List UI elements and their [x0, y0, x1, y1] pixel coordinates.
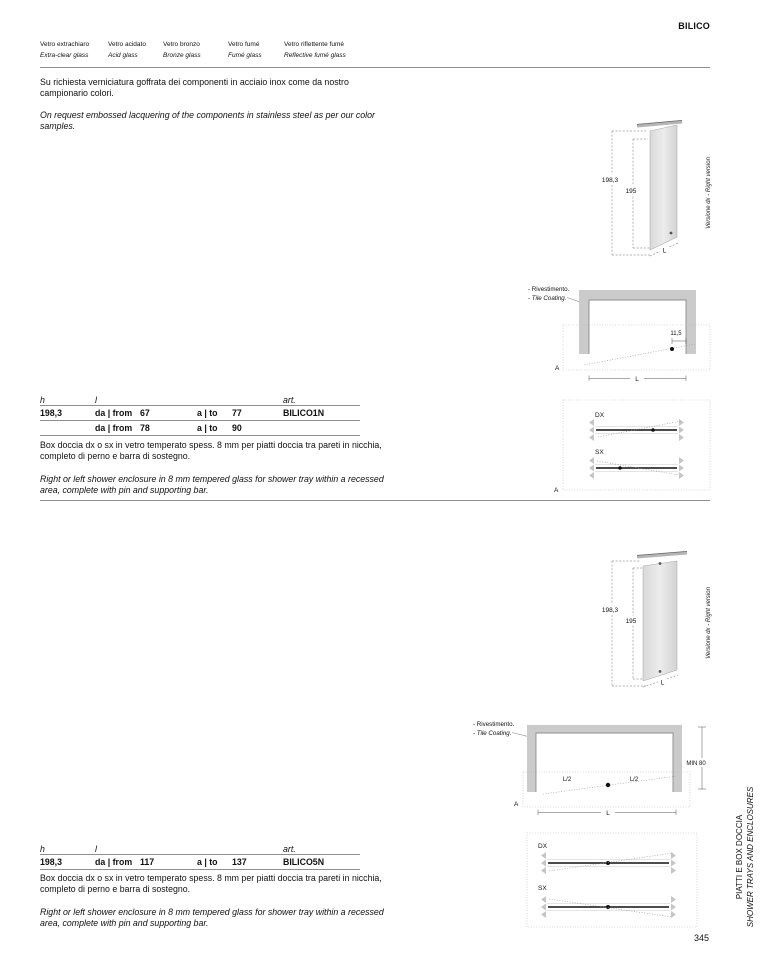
description-2-english: Right or left shower enclosure in 8 mm tempered glass for shower tray within a recessed area, complete with pin and supporting bar. — [40, 907, 384, 929]
sx-door — [541, 896, 676, 918]
coating-label-it: - Rivestimento. — [473, 721, 515, 728]
wall-profile-right — [679, 419, 684, 441]
version-label: Versione dx - Right version — [706, 157, 712, 229]
cell-to-label: a | to — [197, 856, 218, 867]
cell-to-label: a | to — [197, 422, 218, 433]
pivot-point — [606, 861, 610, 865]
table-header — [40, 842, 360, 855]
dx-door — [589, 419, 684, 441]
swing-line — [598, 421, 681, 437]
pivot-point — [606, 783, 610, 787]
cell-to-value: 90 — [232, 422, 242, 433]
col-h-header: h — [40, 394, 45, 405]
dim-total-height: 198,3 — [601, 607, 619, 614]
pivot-pin — [670, 232, 673, 235]
category-italian: PIATTI E BOX DOCCIA — [735, 814, 744, 900]
cell-from-label: da | from — [95, 856, 133, 867]
glass-panel — [650, 125, 677, 250]
sx-label: SX — [595, 449, 604, 456]
offset-dim — [672, 338, 686, 344]
col-l-header: l — [95, 394, 97, 405]
glass-type-en: Acid glass — [108, 52, 138, 59]
pivot-point — [651, 428, 655, 432]
col-h-header: h — [40, 843, 45, 854]
glass-type-it: Vetro fumé — [228, 41, 260, 48]
dx-label: DX — [595, 412, 605, 419]
table-row — [40, 406, 360, 421]
col-art-header: art. — [283, 394, 296, 405]
wall-profile-left — [589, 419, 594, 441]
cell-h: 198,3 — [40, 407, 63, 418]
description-1-italian: Box doccia dx o sx in vetro temperato spess. 8 mm per piatti doccia tra pareti in nicchia, completo di perno e barra di sostegno. — [40, 440, 382, 462]
drawing-swing-1 — [553, 390, 715, 498]
category-english: SHOWER TRAYS AND ENCLOSURES — [746, 786, 755, 928]
min-depth-label: MIN 80 — [686, 761, 706, 767]
pivot-offset-label: 11,5 — [670, 331, 682, 337]
page-number: 345 — [694, 933, 710, 943]
cell-from-label: da | from — [95, 422, 133, 433]
glass-type-en: Bronze glass — [163, 52, 201, 59]
half-width-left-label: L/2 — [562, 777, 572, 783]
glass-type-it: Vetro acidato — [108, 41, 146, 48]
wall-profile-left — [541, 852, 546, 874]
drawing-panel-elevation-1 — [590, 115, 770, 275]
coating-label-en: - Tile Coating. — [528, 295, 567, 302]
cell-to-label: a | to — [197, 407, 218, 418]
drawing-swing-2 — [520, 830, 700, 930]
dim-glass-height: 195 — [625, 618, 637, 625]
glass-type-fume — [228, 39, 262, 61]
drawing-panel-elevation-2 — [590, 545, 770, 705]
cell-from-value: 117 — [140, 856, 155, 867]
half-width-right-label: L/2 — [629, 777, 639, 783]
drawing-plan-1 — [525, 280, 715, 390]
area-label: A — [555, 365, 560, 372]
glass-type-en: Extra-clear glass — [40, 52, 89, 59]
dim-total-height: 198,3 — [601, 177, 619, 184]
glass-type-acid — [108, 39, 146, 61]
brand-title: BILICO — [678, 21, 710, 31]
table-row — [40, 855, 360, 870]
coating-label-it: - Rivestimento. — [528, 286, 570, 293]
swing-line — [549, 853, 673, 871]
cell-art: BILICO5N — [283, 856, 325, 867]
glass-type-extra-clear — [40, 39, 89, 61]
category-sidebar — [734, 767, 756, 947]
swing-line — [549, 899, 672, 917]
intro-italian: Su richiesta verniciatura goffrata dei componenti in acciaio inox come da nostro campionario colori. — [40, 77, 349, 99]
wall-profile-left — [541, 896, 546, 918]
cell-to-value: 137 — [232, 856, 247, 867]
pivot-point — [618, 466, 622, 470]
cell-h: 198,3 — [40, 856, 63, 867]
wall-inner-edge — [536, 733, 673, 792]
tray-outline — [563, 400, 710, 490]
width-label: L — [606, 810, 610, 817]
col-l-header: l — [95, 843, 97, 854]
glass-type-en: Fumé glass — [228, 52, 262, 59]
table-row — [40, 421, 360, 436]
sx-door — [589, 457, 684, 479]
pivot-pin-bottom — [659, 670, 662, 673]
dim-glass-height: 195 — [625, 188, 637, 195]
version-label: Versione dx - Right version — [706, 587, 712, 659]
glass-type-it: Vetro riflettente fumé — [284, 41, 344, 48]
width-label: L — [635, 376, 639, 383]
area-label: A — [554, 487, 559, 494]
spec-table-2 — [40, 842, 360, 870]
dx-door — [541, 852, 676, 874]
walls — [527, 725, 682, 792]
tray-outline — [523, 772, 690, 807]
door-swing-line — [584, 344, 695, 365]
drawing-plan-2 — [470, 715, 710, 825]
wall-profile-right — [679, 457, 684, 479]
spec-table-1 — [40, 393, 360, 436]
pivot-point — [606, 905, 610, 909]
intro-english: On request embossed lacquering of the components in stainless steel as per our color samples. — [40, 110, 375, 132]
col-art-header: art. — [283, 843, 296, 854]
cell-art: BILICO1N — [283, 407, 325, 418]
description-2-italian: Box doccia dx o sx in vetro temperato spess. 8 mm per piatti doccia tra pareti in nicchia, completo di perno e barra di sostegno. — [40, 873, 382, 895]
coating-label-en: - Tile Coating. — [473, 730, 512, 737]
pivot-point — [670, 347, 674, 351]
glass-type-bronze — [163, 39, 201, 61]
glass-type-it: Vetro extrachiaro — [40, 41, 90, 48]
sx-label: SX — [538, 885, 547, 892]
wall-profile-right — [671, 852, 676, 874]
glass-panel — [643, 561, 677, 681]
cell-from-value: 67 — [140, 407, 150, 418]
dim-width: L — [662, 247, 667, 255]
cell-from-label: da | from — [95, 407, 133, 418]
glass-type-it: Vetro bronzo — [163, 41, 200, 48]
glass-type-reflective-fume — [284, 39, 346, 61]
wall-inner-edge — [589, 300, 686, 354]
glass-type-en: Reflective fumé glass — [284, 52, 346, 59]
table-header — [40, 393, 360, 406]
pivot-pin-top — [659, 562, 662, 565]
wall-profile-left — [589, 457, 594, 479]
cell-to-value: 77 — [232, 407, 242, 418]
description-1-english: Right or left shower enclosure in 8 mm tempered glass for shower tray within a recessed area, complete with pin and supporting bar. — [40, 474, 384, 496]
wall-profile-right — [671, 896, 676, 918]
area-label: A — [514, 801, 519, 808]
cell-from-value: 78 — [140, 422, 150, 433]
dim-width: L — [660, 679, 665, 687]
dx-label: DX — [538, 843, 548, 850]
section-divider — [40, 500, 710, 501]
header-divider — [40, 67, 710, 68]
